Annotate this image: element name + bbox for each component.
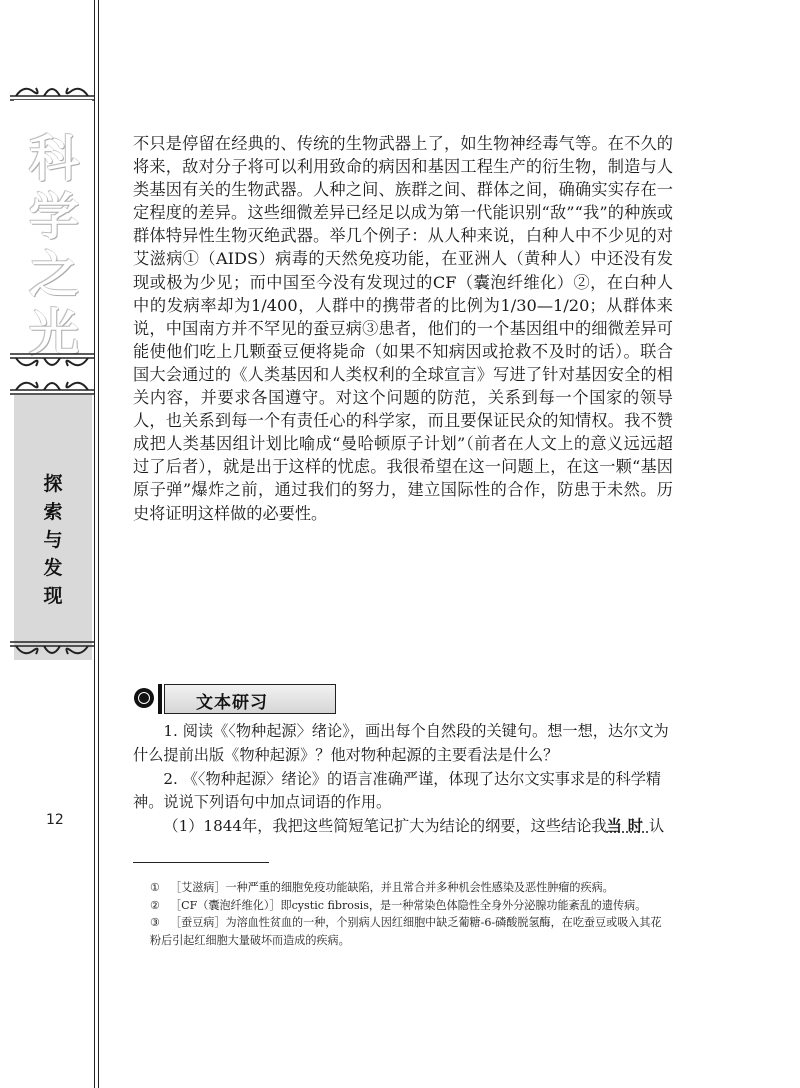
emphasized-word: 当时: [606, 817, 649, 836]
footnote-2: [150, 897, 670, 915]
footnote-rule: [133, 862, 269, 863]
footnote-1: [150, 879, 670, 897]
footnote-3: [150, 914, 670, 949]
item-text: （1）1844年，我把这些简短笔记扩大为结论的纲要，这些结论我: [163, 817, 607, 836]
section-header: [134, 684, 338, 714]
footnote-text: ［蚕豆病］为溶血性贫血的一种，个别病人因红细胞中缺乏葡糖-6-磷酸脱氢酶，在吃蚕豆或吸入其花粉后引起红细胞大量破坏而造成的疾病。: [150, 916, 662, 947]
margin-rule-outer: [98, 0, 99, 1088]
ornament-icon: [10, 640, 94, 660]
ornament-icon: [10, 352, 94, 372]
footnote-text: ［艾滋病］一种严重的细胞免疫功能缺陷，并且常合并多种机会性感染及恶性肿瘤的疾病。: [170, 881, 614, 894]
footnotes: [150, 879, 670, 949]
question-1: 1. 阅读《〈物种起源〉绪论》，画出每个自然段的关键句。想一想，达尔文为什么提前出版《物种起源》？他对物种起源的主要看法是什么？: [133, 722, 669, 764]
ornament-icon: [10, 82, 94, 102]
sidebar-title-explore: 探索与发现: [43, 473, 63, 607]
item-tail: 认: [648, 817, 665, 836]
bullet-circle-icon: [134, 688, 154, 708]
sidebar-title-science: 科学之光: [29, 129, 79, 362]
study-questions: [133, 720, 673, 839]
question-2: 2. 《〈物种起源〉绪论》的语言准确严谨，体现了达尔文实事求是的科学精神。说说下列语句中加点词语的作用。: [133, 769, 662, 812]
footnote-mark: ①: [150, 881, 160, 894]
question-2-item-1: [133, 815, 673, 839]
section-title: 文本研习: [196, 693, 268, 713]
footnote-mark: ③: [150, 916, 160, 930]
ornament-icon: [10, 376, 94, 396]
main-text: [133, 132, 673, 525]
footnote-mark: ②: [150, 898, 160, 912]
bracket-icon: [158, 684, 168, 714]
body-paragraph: 不只是停留在经典的、传统的生物武器上了，如生物神经毒气等。在不久的将来，敌对分子将可以利用致命的病因和基因工程生产的衍生物，制造与人类基因有关的生物武器。人种之间、族群之间、群体之间，确确实实存在一定程度的差异。这些细微差异已经足以成为第一代能识别“敌”“我”的种族或群体特异性生物灭绝武器。举几个例子：从人种来说，白种人中不少见的对艾滋病①（AIDS）病毒的天然免疫功能，在亚洲人（黄种人）中还没有发现或极为少见；而中国至今没有发现过的CF（囊泡纤维化）②，在白种人中的发病率却为1/400，人群中的携带者的比例为1/30—1/20；从群体来说，中国南方并不罕见的蚕豆病③患者，他们的一个基因组中的细微差异可能使他们吃上几颗蚕豆便将毙命（如果不知病因或抢救不及时的话）。联合国大会通过的《人类基因和人类权利的全球宣言》写进了针对基因安全的相关内容，并要求各国遵守。对这个问题的防范，关系到每一个国家的领导人，也关系到每一个有责任心的科学家，而且要保证民众的知情权。我不赞成把人类基因组计划比喻成“曼哈顿原子计划”（前者在人文上的意义远远超过了后者），就是出于这样的忧虑。我很希望在这一问题上，在这一颗“基因原子弹”爆炸之前，通过我们的努力，建立国际性的合作，防患于未然。历史将证明这样做的必要性。: [133, 134, 673, 523]
page-number: 12: [46, 812, 64, 828]
margin-rule-inner: [94, 0, 95, 1088]
footnote-text: ［CF（囊泡纤维化）］即cystic fibrosis，是一种常染色体隐性全身外分泌腺功能紊乱的遗传病。: [170, 898, 647, 912]
